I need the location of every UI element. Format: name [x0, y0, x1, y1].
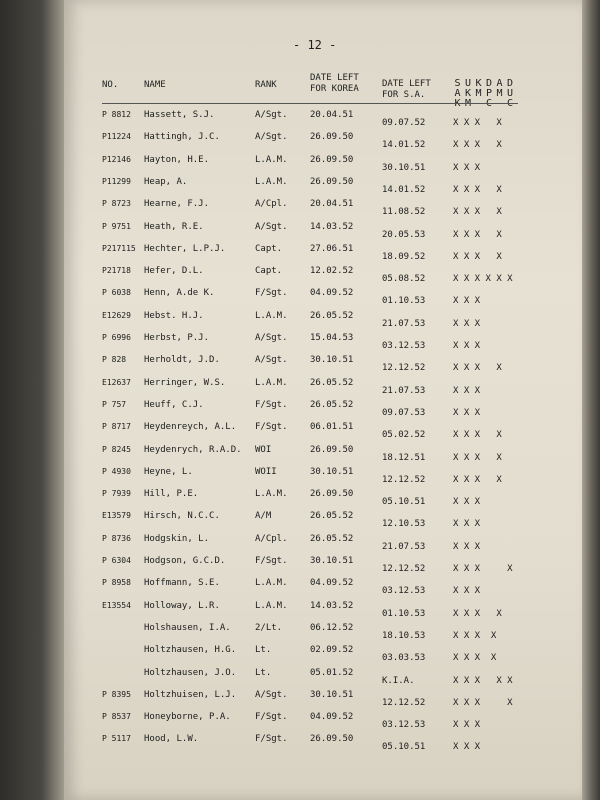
- member-rank: A/Sgt.: [255, 221, 288, 232]
- table-row: [64, 712, 582, 734]
- member-rank: L.A.M.: [255, 310, 288, 321]
- table-row: [64, 690, 582, 712]
- member-rank: Capt.: [255, 243, 283, 254]
- table-row: [64, 288, 582, 310]
- table-row: [64, 177, 582, 199]
- table-row: [64, 378, 582, 400]
- date-left-for-sa: 11.08.52: [382, 207, 426, 218]
- date-left-for-korea: 26.05.52: [310, 310, 354, 321]
- service-number: P 9751: [102, 221, 131, 231]
- member-name: Holloway, L.R.: [144, 600, 220, 611]
- member-name: Holtzhausen, J.O.: [144, 667, 237, 678]
- date-left-for-korea: 26.09.50: [310, 444, 354, 455]
- date-left-for-korea: 05.01.52: [310, 667, 354, 678]
- member-rank: A/Sgt.: [255, 355, 288, 366]
- code-header-middle: M: [496, 88, 503, 99]
- member-name: Hoffmann, S.E.: [144, 578, 220, 589]
- service-marks: X X X X: [453, 229, 502, 240]
- service-marks: X X X X: [453, 564, 513, 574]
- service-number: P 4930: [102, 466, 131, 476]
- header-rule: [102, 103, 518, 104]
- member-rank: F/Sgt.: [255, 734, 288, 745]
- service-marks: X X X: [453, 318, 481, 329]
- code-header-middle: U: [506, 88, 514, 99]
- member-rank: L.A.M.: [255, 377, 288, 388]
- date-left-for-korea: 26.09.50: [310, 132, 354, 143]
- service-marks: X X X X: [453, 697, 513, 708]
- table-row: [64, 467, 582, 489]
- service-number: P 828: [102, 355, 127, 365]
- date-left-for-sa: 03.12.53: [382, 586, 426, 597]
- member-name: Hattingh, J.C.: [144, 132, 220, 143]
- service-number: P 8537: [102, 712, 131, 722]
- service-number: P217115: [102, 243, 136, 253]
- date-left-for-sa: 05.08.52: [382, 274, 426, 285]
- member-name: Heydenreych, A.L.: [144, 422, 237, 433]
- service-number: P 6996: [102, 333, 131, 342]
- date-left-for-sa: 14.01.52: [382, 140, 426, 151]
- date-left-for-korea: 04.09.52: [310, 288, 354, 299]
- service-number: P11224: [102, 132, 131, 142]
- table-row: [64, 266, 582, 288]
- service-marks: X X X: [453, 497, 481, 508]
- date-left-for-sa: K.I.A.: [382, 675, 415, 686]
- service-number: E13554: [102, 600, 131, 610]
- table-row: [64, 311, 582, 333]
- date-left-for-korea: 02.09.52: [310, 645, 354, 656]
- member-name: Holtzhausen, H.G.: [144, 645, 237, 656]
- service-number: P 8395: [102, 689, 131, 699]
- date-left-for-korea: 15.04.53: [310, 333, 354, 343]
- member-rank: A/Sgt.: [255, 333, 288, 343]
- date-left-for-korea: 26.09.50: [310, 176, 354, 187]
- date-left-for-korea: 30.10.51: [310, 556, 354, 566]
- member-name: Hassett, S.J.: [144, 110, 215, 120]
- table-row: [64, 155, 582, 177]
- member-name: Hodgson, G.C.D.: [144, 556, 226, 566]
- date-left-for-sa: 18.09.52: [382, 251, 426, 262]
- table-row: [64, 668, 582, 690]
- service-marks: X X X: [453, 296, 481, 307]
- service-number: P 7939: [102, 489, 131, 499]
- service-marks: X X X X: [453, 140, 502, 151]
- date-left-for-sa: 18.10.53: [382, 630, 426, 641]
- code-header-top: D: [485, 78, 493, 89]
- date-left-for-korea: 26.09.50: [310, 489, 354, 500]
- member-rank: A/Sgt.: [255, 132, 288, 143]
- member-name: Hodgskin, L.: [144, 533, 210, 544]
- date-left-for-korea: 06.01.51: [310, 422, 354, 433]
- member-name: Hearne, F.J.: [144, 199, 210, 210]
- date-left-for-korea: 26.09.50: [310, 154, 354, 165]
- member-name: Hirsch, N.C.C.: [144, 511, 220, 522]
- date-left-for-sa: 21.07.53: [382, 385, 426, 396]
- code-header-top: K: [475, 78, 482, 89]
- date-left-for-korea: 30.10.51: [310, 466, 354, 477]
- member-rank: L.A.M.: [255, 176, 288, 187]
- page-number: - 12 -: [293, 38, 337, 52]
- service-marks: X X X X: [453, 118, 502, 128]
- member-name: Heydenrych, R.A.D.: [144, 444, 242, 455]
- member-rank: A/Cpl.: [255, 533, 288, 544]
- date-left-for-sa: 21.07.53: [382, 541, 426, 552]
- member-name: Herbst, P.J.: [144, 333, 210, 343]
- service-marks: X X X X: [453, 630, 497, 641]
- table-row: [64, 556, 582, 578]
- member-rank: F/Sgt.: [255, 288, 288, 299]
- member-rank: WOII: [255, 466, 277, 477]
- date-left-for-sa: 21.07.53: [382, 318, 426, 329]
- date-left-for-sa: 14.01.52: [382, 184, 426, 195]
- date-left-for-korea: 04.09.52: [310, 712, 354, 723]
- date-left-for-sa: 05.02.52: [382, 430, 426, 441]
- service-marks: X X X: [453, 519, 481, 530]
- date-left-for-sa: 01.10.53: [382, 608, 426, 619]
- service-number: P 5117: [102, 734, 131, 744]
- service-number: P 8245: [102, 444, 131, 454]
- table-row: [64, 355, 582, 377]
- date-left-for-sa: 12.12.52: [382, 474, 426, 485]
- member-name: Herholdt, J.D.: [144, 355, 220, 366]
- date-left-for-sa: 09.07.53: [382, 407, 426, 418]
- table-row: [64, 400, 582, 422]
- member-name: Hill, P.E.: [144, 489, 199, 500]
- member-name: Hebst. H.J.: [144, 310, 204, 321]
- member-rank: WOI: [255, 444, 272, 455]
- code-header-middle: A: [454, 88, 461, 99]
- date-left-for-korea: 26.09.50: [310, 734, 354, 745]
- table-row: [64, 578, 582, 600]
- table-row: [64, 222, 582, 244]
- header-no: NO.: [102, 80, 119, 90]
- member-rank: A/Sgt.: [255, 110, 288, 120]
- table-row: [64, 645, 582, 667]
- date-left-for-korea: 26.05.52: [310, 533, 354, 544]
- service-number: E12629: [102, 310, 131, 320]
- date-left-for-korea: 30.10.51: [310, 355, 354, 366]
- table-row: [64, 333, 582, 355]
- member-name: Hefer, D.L.: [144, 266, 204, 277]
- date-left-for-sa: 03.12.53: [382, 720, 426, 731]
- table-row: [64, 422, 582, 444]
- service-number: P 8723: [102, 199, 131, 209]
- code-header-top: S: [454, 78, 461, 89]
- member-name: Holtzhuisen, L.J.: [144, 689, 237, 700]
- service-marks: X X X: [453, 742, 481, 753]
- header-date-korea-line2: FOR KOREA: [310, 84, 359, 94]
- service-number: P 6038: [102, 288, 131, 298]
- table-row: [64, 734, 582, 756]
- service-marks: X X X X: [453, 430, 502, 441]
- date-left-for-sa: 03.12.53: [382, 341, 426, 351]
- service-marks: X X X X: [453, 363, 502, 374]
- table-row: [64, 623, 582, 645]
- code-header-middle: M: [475, 88, 482, 99]
- member-rank: L.A.M.: [255, 600, 288, 611]
- member-name: Herringer, W.S.: [144, 377, 226, 388]
- header-rank: RANK: [255, 80, 277, 90]
- date-left-for-sa: 12.12.52: [382, 363, 426, 374]
- date-left-for-korea: 06.12.52: [310, 622, 354, 633]
- service-marks: X X X X: [453, 608, 502, 619]
- service-marks: X X X X: [453, 251, 502, 262]
- date-left-for-korea: 26.05.52: [310, 511, 354, 522]
- date-left-for-korea: 26.05.52: [310, 377, 354, 388]
- date-left-for-korea: 20.04.51: [310, 199, 354, 210]
- date-left-for-korea: 14.03.52: [310, 221, 354, 232]
- code-header-top: A: [496, 78, 503, 89]
- date-left-for-korea: 14.03.52: [310, 600, 354, 611]
- service-number: P 8812: [102, 110, 131, 119]
- service-marks: X X X X: [453, 207, 502, 218]
- service-marks: X X X X: [453, 653, 497, 664]
- table-row: [64, 511, 582, 533]
- code-header-middle: K: [464, 88, 472, 99]
- date-left-for-sa: 03.03.53: [382, 653, 426, 664]
- member-rank: 2/Lt.: [255, 622, 283, 633]
- date-left-for-sa: 18.12.51: [382, 452, 426, 463]
- service-number: P 6304: [102, 556, 131, 565]
- table-row: [64, 534, 582, 556]
- header-date-korea-line1: DATE LEFT: [310, 73, 359, 83]
- date-left-for-sa: 09.07.52: [382, 118, 426, 128]
- member-name: Heap, A.: [144, 176, 188, 187]
- member-rank: Capt.: [255, 266, 283, 277]
- member-name: Hood, L.W.: [144, 734, 199, 745]
- date-left-for-sa: 01.10.53: [382, 296, 426, 307]
- table-row: [64, 110, 582, 132]
- code-header-top: U: [464, 78, 472, 89]
- member-rank: F/Sgt.: [255, 556, 288, 566]
- date-left-for-sa: 12.12.52: [382, 697, 426, 708]
- book-binding-left: [0, 0, 70, 800]
- service-number: E12637: [102, 377, 131, 387]
- service-number: E13579: [102, 511, 131, 521]
- member-name: Honeyborne, P.A.: [144, 712, 231, 723]
- date-left-for-korea: 26.05.52: [310, 399, 354, 410]
- date-left-for-sa: 05.10.51: [382, 497, 426, 508]
- header-date-sa-line2: FOR S.A.: [382, 90, 426, 100]
- service-marks: X X X: [453, 341, 481, 351]
- service-marks: X X X X: [453, 452, 502, 463]
- service-marks: X X X: [453, 162, 481, 173]
- service-marks: X X X X X X: [453, 274, 513, 285]
- table-row: [64, 244, 582, 266]
- member-name: Heuff, C.J.: [144, 399, 204, 410]
- service-marks: X X X: [453, 385, 481, 396]
- date-left-for-korea: 12.02.52: [310, 266, 354, 277]
- member-rank: F/Sgt.: [255, 399, 288, 410]
- member-rank: A/Sgt.: [255, 689, 288, 700]
- service-marks: X X X: [453, 586, 481, 597]
- service-number: P12146: [102, 154, 131, 164]
- member-name: Holshausen, I.A.: [144, 622, 231, 633]
- service-marks: X X X X X: [453, 675, 513, 686]
- service-marks: X X X: [453, 407, 481, 418]
- date-left-for-korea: 27.06.51: [310, 243, 354, 254]
- service-marks: X X X: [453, 541, 481, 552]
- member-rank: F/Sgt.: [255, 712, 288, 723]
- member-name: Heath, R.E.: [144, 221, 204, 232]
- table-row: [64, 489, 582, 511]
- service-marks: X X X: [453, 720, 481, 731]
- member-rank: L.A.M.: [255, 489, 288, 500]
- table-row: [64, 601, 582, 623]
- service-marks: X X X X: [453, 474, 502, 485]
- member-rank: Lt.: [255, 645, 272, 656]
- service-number: P 8717: [102, 422, 131, 432]
- member-name: Henn, A.de K.: [144, 288, 215, 299]
- date-left-for-sa: 12.12.52: [382, 564, 426, 574]
- service-number: P 8958: [102, 578, 131, 588]
- date-left-for-korea: 30.10.51: [310, 689, 354, 700]
- table-row: [64, 445, 582, 467]
- date-left-for-sa: 20.05.53: [382, 229, 426, 240]
- table-row: [64, 199, 582, 221]
- date-left-for-korea: 20.04.51: [310, 110, 354, 120]
- header-date-sa-line1: DATE LEFT: [382, 79, 431, 89]
- member-name: Hayton, H.E.: [144, 154, 210, 165]
- service-number: P11299: [102, 176, 131, 186]
- member-rank: A/Cpl.: [255, 199, 288, 210]
- date-left-for-sa: 12.10.53: [382, 519, 426, 530]
- service-number: P 8736: [102, 533, 131, 543]
- member-rank: L.A.M.: [255, 154, 288, 165]
- document-page: [64, 0, 582, 800]
- member-name: Hechter, L.P.J.: [144, 243, 226, 254]
- service-marks: X X X X: [453, 184, 502, 195]
- code-header-middle: P: [485, 88, 493, 99]
- service-number: P21718: [102, 266, 131, 276]
- date-left-for-sa: 05.10.51: [382, 742, 426, 753]
- member-rank: Lt.: [255, 667, 272, 678]
- table-row: [64, 132, 582, 154]
- member-rank: F/Sgt.: [255, 422, 288, 433]
- header-name: NAME: [144, 80, 166, 90]
- code-header-top: D: [506, 78, 514, 89]
- date-left-for-sa: 30.10.51: [382, 162, 426, 173]
- member-rank: A/M: [255, 511, 272, 522]
- member-name: Heyne, L.: [144, 466, 193, 477]
- member-rank: L.A.M.: [255, 578, 288, 589]
- service-number: P 757: [102, 399, 127, 409]
- date-left-for-korea: 04.09.52: [310, 578, 354, 589]
